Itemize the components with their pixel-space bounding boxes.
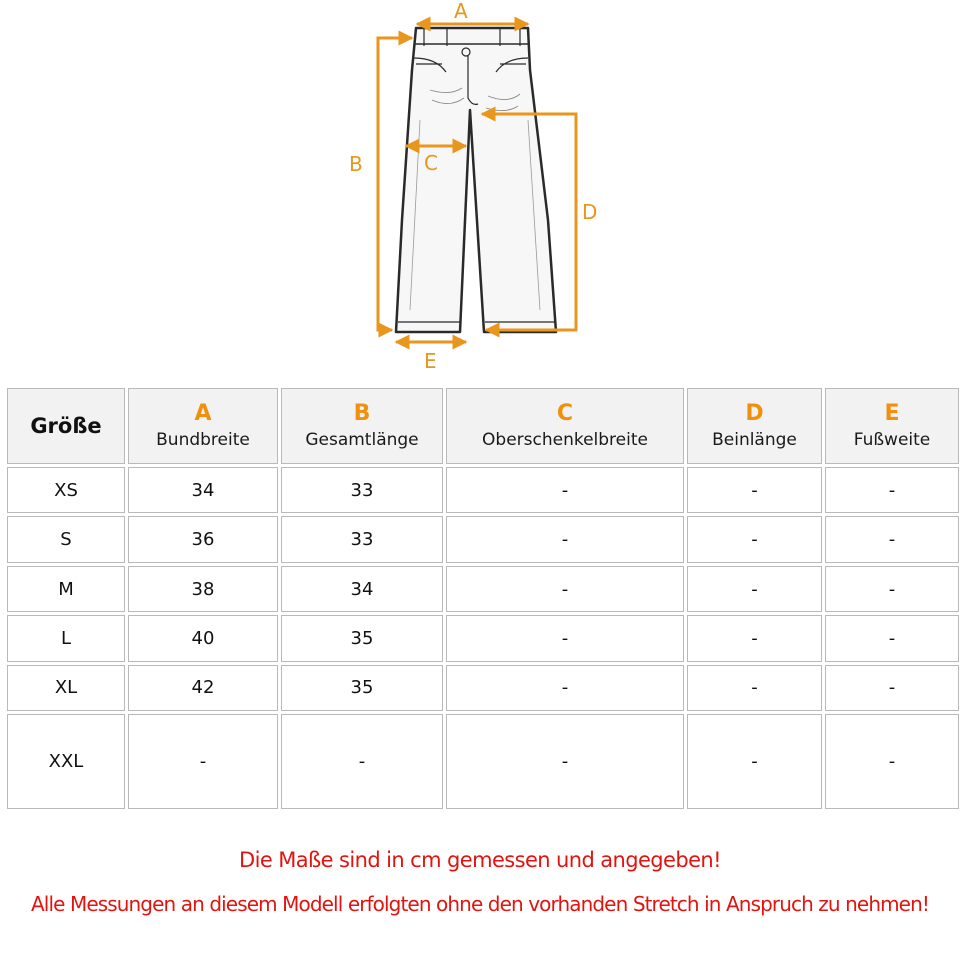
table-cell: 35 bbox=[281, 665, 443, 711]
table-cell: - bbox=[687, 665, 822, 711]
table-cell: 36 bbox=[128, 516, 278, 562]
table-cell: - bbox=[446, 467, 684, 513]
table-cell: - bbox=[281, 714, 443, 809]
size-cell: S bbox=[7, 516, 125, 562]
column-letter: E bbox=[884, 401, 900, 426]
column-letter: C bbox=[556, 401, 574, 426]
dimension-label-c: C bbox=[424, 151, 438, 175]
table-cell: 35 bbox=[281, 615, 443, 661]
column-letter: A bbox=[194, 401, 212, 426]
table-cell: - bbox=[825, 566, 959, 612]
column-header-a bbox=[128, 388, 278, 464]
dimension-label-d: D bbox=[582, 200, 598, 224]
table-cell: - bbox=[687, 714, 822, 809]
table-row bbox=[7, 516, 959, 562]
table-cell: - bbox=[128, 714, 278, 809]
table-cell: - bbox=[825, 615, 959, 661]
column-letter: D bbox=[745, 401, 764, 426]
size-cell: L bbox=[7, 615, 125, 661]
size-header-label: Größe bbox=[30, 414, 102, 438]
size-cell: M bbox=[7, 566, 125, 612]
size-cell: XXL bbox=[7, 714, 125, 809]
table-cell: - bbox=[825, 714, 959, 809]
table-cell: - bbox=[687, 615, 822, 661]
table-cell: 38 bbox=[128, 566, 278, 612]
column-name: Gesamtlänge bbox=[305, 430, 419, 450]
table-row bbox=[7, 566, 959, 612]
column-name: Oberschenkelbreite bbox=[482, 430, 648, 450]
table-cell: - bbox=[446, 516, 684, 562]
table-cell: - bbox=[825, 516, 959, 562]
column-name: Bundbreite bbox=[156, 430, 250, 450]
size-table bbox=[4, 385, 960, 812]
size-cell: XS bbox=[7, 467, 125, 513]
column-letter: B bbox=[353, 401, 371, 426]
column-header-d bbox=[687, 388, 822, 464]
stretch-note: Alle Messungen an diesem Modell erfolgten ohne den vorhanden Stretch in Anspruch zu nehmen! bbox=[31, 892, 929, 916]
table-cell: - bbox=[687, 566, 822, 612]
column-header-b bbox=[281, 388, 443, 464]
pants-measurement-diagram bbox=[0, 0, 960, 380]
column-name: Beinlänge bbox=[712, 430, 797, 450]
table-cell: 33 bbox=[281, 467, 443, 513]
table-row bbox=[7, 665, 959, 711]
table-cell: 34 bbox=[128, 467, 278, 513]
table-cell: - bbox=[446, 566, 684, 612]
size-column-header bbox=[7, 388, 125, 464]
column-header-e bbox=[825, 388, 959, 464]
column-header-c bbox=[446, 388, 684, 464]
table-cell: - bbox=[687, 516, 822, 562]
dimension-label-a: A bbox=[454, 0, 468, 23]
table-cell: - bbox=[446, 615, 684, 661]
table-header-row bbox=[7, 388, 959, 464]
dimension-label-e: E bbox=[424, 349, 437, 373]
pants-sketch bbox=[396, 28, 556, 332]
table-cell: - bbox=[446, 714, 684, 809]
table-row bbox=[7, 467, 959, 513]
table-row bbox=[7, 615, 959, 661]
table-cell: - bbox=[446, 665, 684, 711]
table-cell: 42 bbox=[128, 665, 278, 711]
size-cell: XL bbox=[7, 665, 125, 711]
table-cell: - bbox=[687, 467, 822, 513]
column-name: Fußweite bbox=[853, 430, 931, 450]
dimension-label-b: B bbox=[349, 152, 363, 176]
table-cell: - bbox=[825, 665, 959, 711]
table-cell: 33 bbox=[281, 516, 443, 562]
measurement-note: Die Maße sind in cm gemessen und angegeben! bbox=[239, 848, 721, 872]
table-cell: 40 bbox=[128, 615, 278, 661]
table-cell: 34 bbox=[281, 566, 443, 612]
table-row bbox=[7, 714, 959, 809]
table-cell: - bbox=[825, 467, 959, 513]
